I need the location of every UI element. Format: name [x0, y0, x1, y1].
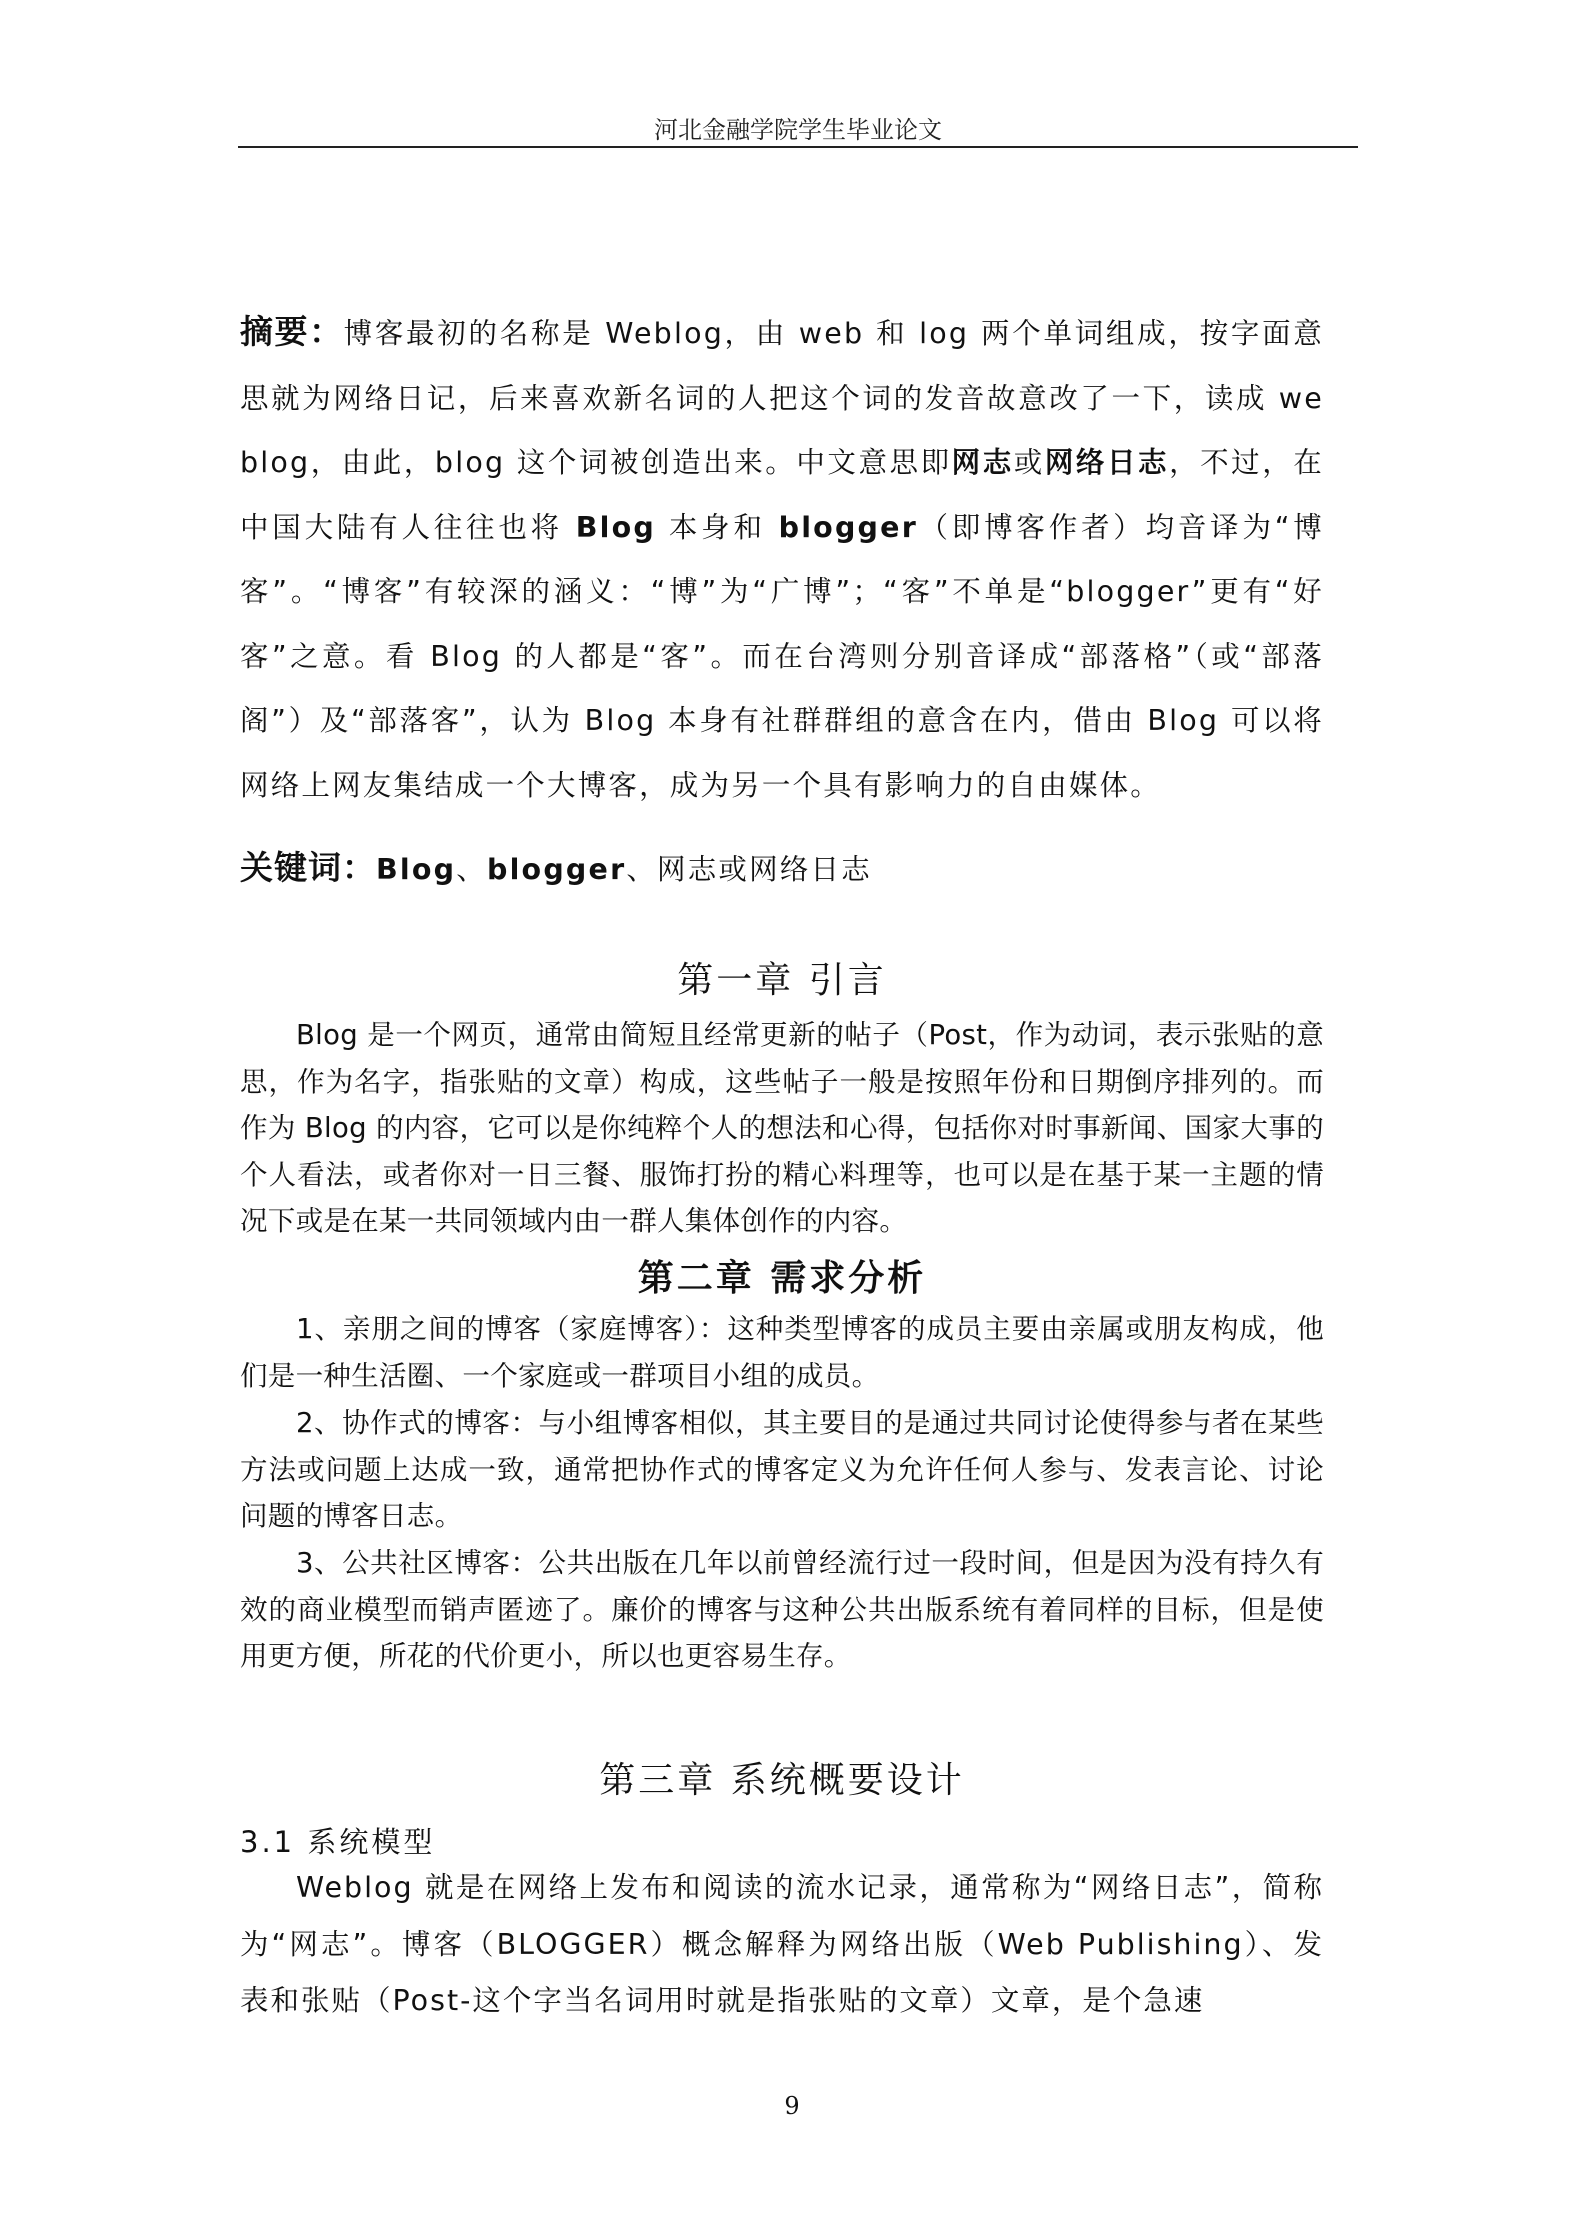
page-number: 9: [784, 2092, 800, 2120]
header-rule: [238, 146, 1358, 148]
section-3-1-body: Weblog 就是在网络上发布和阅读的流水记录，通常称为“网络日志”，简称为“网志”。博客（BLOGGER）概念解释为网络出版（Web Publishing）、发表和张贴（Post-这个字当名词用时就是指张贴的文章）文章，是个急速: [240, 1871, 1324, 2017]
keywords-label: 关键词：: [240, 848, 376, 887]
abstract-keyword-1: 网志: [951, 446, 1014, 479]
abstract-keyword-4: blogger: [778, 510, 918, 544]
keywords-line: [240, 836, 1324, 903]
chapter-2-item-3: 3、公共社区博客：公共出版在几年以前曾经流行过一段时间，但是因为没有持久有效的商业模型而销声匿迹了。廉价的博客与这种公共出版系统有着同样的目标，但是使用更方便，所花的代价更小，所以也更容易生存。: [240, 1547, 1324, 1673]
keyword-1: Blog: [376, 853, 457, 886]
chapter-2-item-1: 1、亲朋之间的博客（家庭博客）：这种类型博客的成员主要由亲属或朋友构成，他们是一种生活圈、一个家庭或一群项目小组的成员。: [240, 1313, 1324, 1392]
abstract-paragraph: [240, 300, 1324, 818]
keyword-rest: 、网志或网络日志: [626, 853, 872, 886]
abstract-keyword-3: Blog: [575, 510, 657, 544]
abstract-keyword-2: 网络日志: [1044, 446, 1170, 479]
chapter-2-item-2: 2、协作式的博客：与小组博客相似，其主要目的是通过共同讨论使得参与者在某些方法或问题上达成一致，通常把协作式的博客定义为允许任何人参与、发表言论、讨论问题的博客日志。: [240, 1407, 1324, 1533]
abstract-text-3: ，不过，在中国大陆有人往往也将: [240, 446, 1324, 544]
chapter-3-title: 第三章 系统概要设计: [599, 1760, 965, 1801]
keyword-sep-1: 、: [456, 853, 487, 886]
chapter-1-title: 第一章 引言: [677, 960, 887, 1001]
abstract-text-1: 博客最初的名称是 Weblog，由 web 和 log 两个单词组成，按字面意思就为网络日记，后来喜欢新名词的人把这个词的发音故意改了一下，读成 we blog，由此，blog 这个词被创造出来。中文意思即: [240, 317, 1324, 479]
keyword-2: blogger: [486, 853, 627, 886]
chapter-1-body: Blog 是一个网页，通常由简短且经常更新的帖子（Post，作为动词，表示张贴的意思，作为名字，指张贴的文章）构成，这些帖子一般是按照年份和日期倒序排列的。而作为 Blog 的内容，它可以是你纯粹个人的想法和心得，包括你对时事新闻、国家大事的个人看法，或者你对一日三餐、服饰打扮的精心料理等，也可以是在基于某一主题的情况下或是在某一共同领域内由一群人集体创作的内容。: [240, 1019, 1324, 1238]
abstract-label: 摘要：: [240, 312, 344, 351]
section-3-1-title: 3.1 系统模型: [240, 1825, 436, 1859]
abstract-text-4: 本身和: [656, 510, 779, 544]
chapter-2-title: 第二章 需求分析: [637, 1258, 927, 1299]
abstract-text-5: （即博客作者）均音译为“博客”。“博客”有较深的涵义：“博”为“广博”；“客”不单是“blogger”更有“好客”之意。看 Blog 的人都是“客”。而在台湾则分别音译成“部落格”（或“部落阁”）及“部落客”，认为 Blog 本身有社群群组的意含在内，借由 Blog 可以将网络上网友集结成一个大博客，成为另一个具有影响力的自由媒体。: [240, 510, 1324, 802]
running-header: 河北金融学院学生毕业论文: [654, 116, 942, 144]
abstract-text-2: 或: [1013, 446, 1045, 479]
